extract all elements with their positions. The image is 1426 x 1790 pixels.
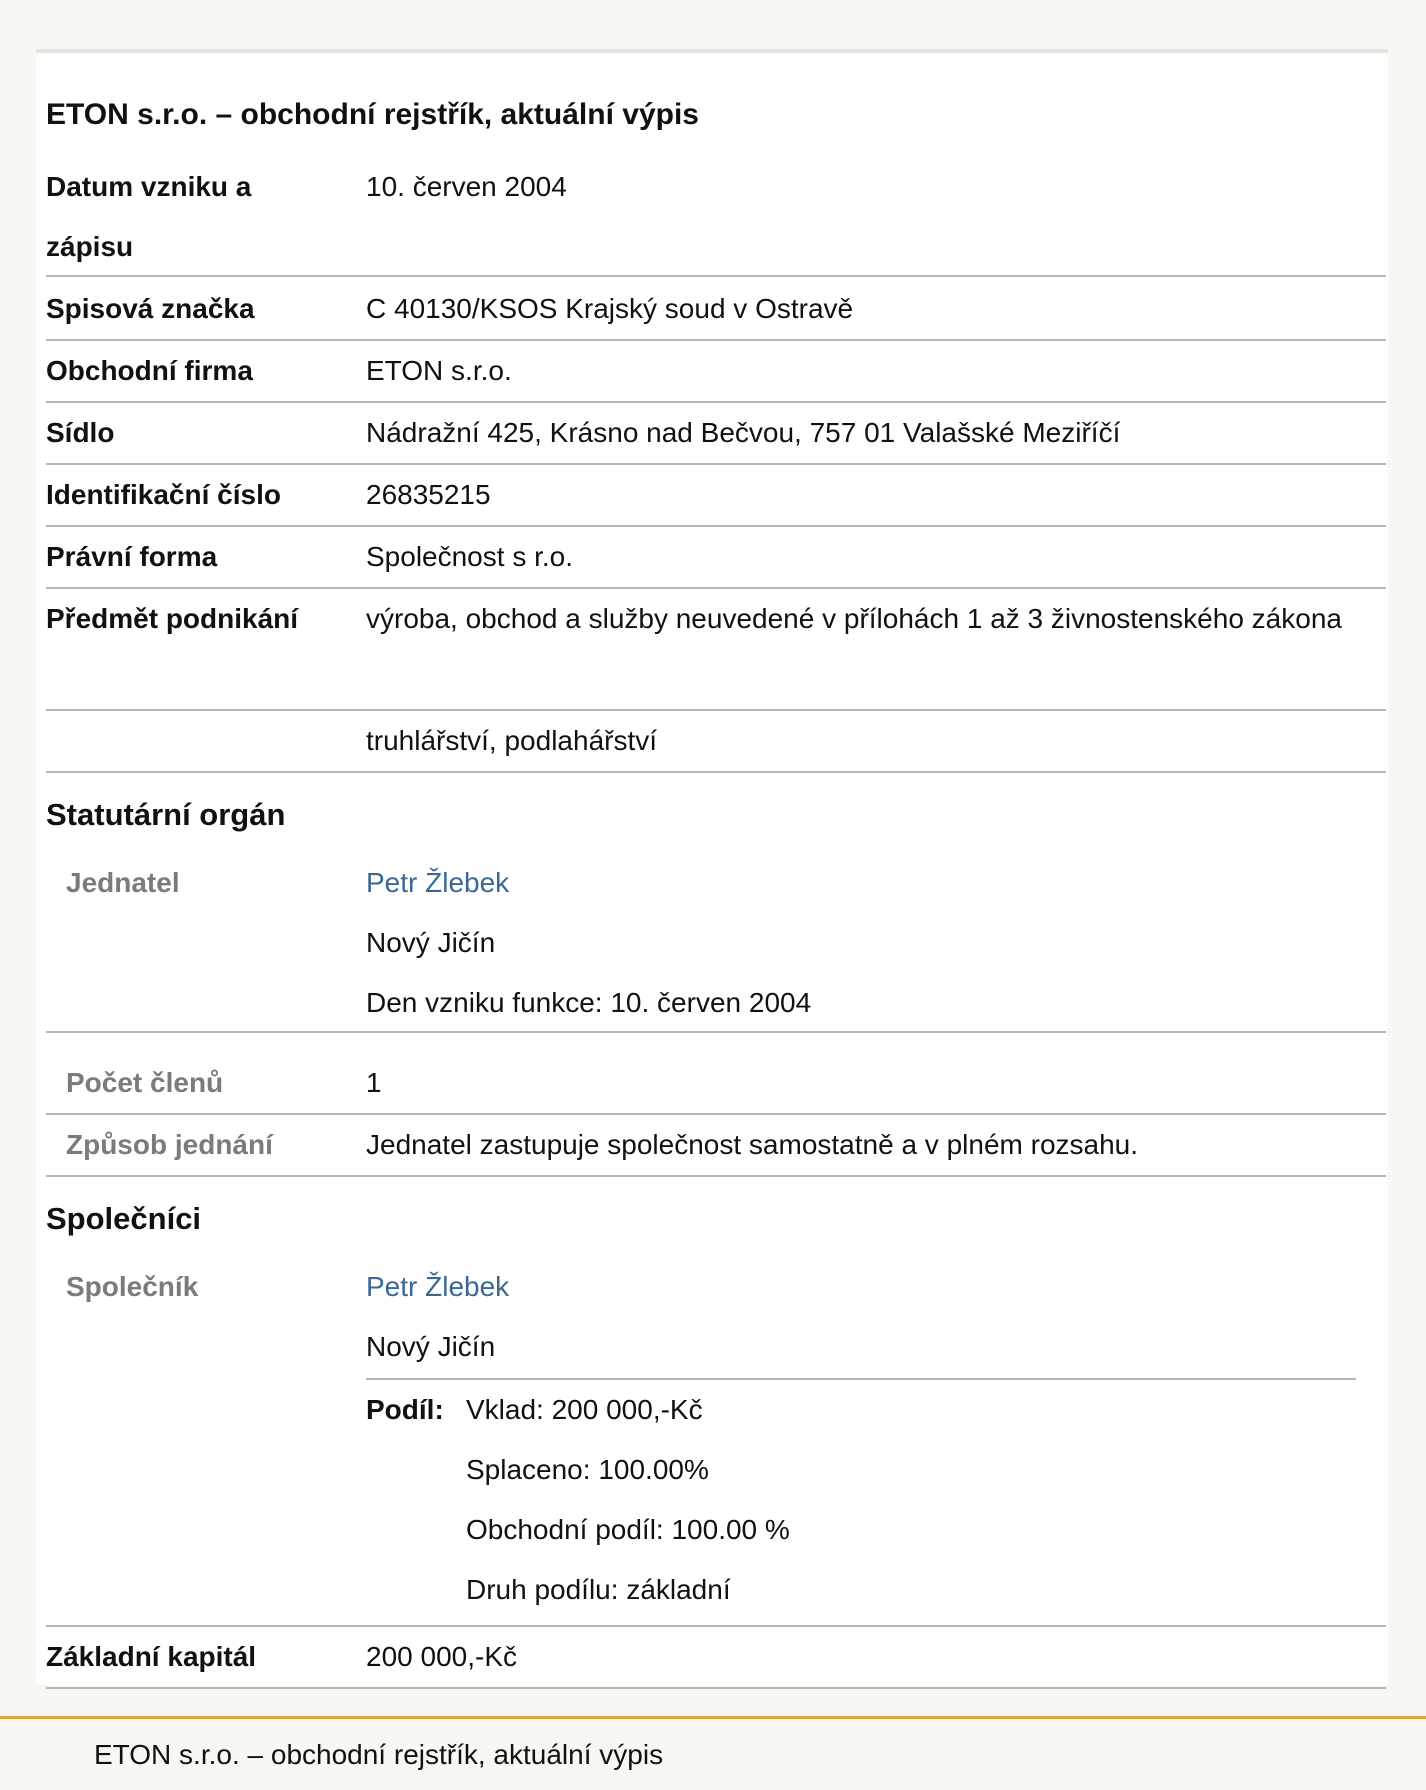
row-jednatel: [46, 853, 1386, 1033]
value-predmet-podnikani-2: truhlářství, podlahářství: [366, 725, 658, 756]
value-spolecnik: [366, 1257, 1366, 1377]
share-druh: Druh podílu: základní: [466, 1574, 731, 1605]
row-spolecnik: [46, 1257, 1386, 1627]
value-pocet-clenu: 1: [366, 1067, 382, 1098]
section-spolecnici: Společníci: [46, 1201, 202, 1236]
share-details: [466, 1380, 790, 1620]
label-jednatel: Jednatel: [66, 867, 180, 898]
row-predmet-podnikani: [46, 589, 1386, 711]
label-ico: Identifikační číslo: [46, 479, 281, 510]
share-label: Podíl:: [366, 1394, 444, 1425]
value-obchodni-firma: ETON s.r.o.: [366, 355, 512, 386]
label-zpusob-jednani: Způsob jednání: [66, 1129, 273, 1160]
jednatel-city: Nový Jičín: [366, 927, 496, 958]
label-zakladni-kapital: Základní kapitál: [46, 1641, 257, 1672]
row-sidlo: [46, 403, 1386, 465]
value-zpusob-jednani: Jednatel zastupuje společnost samostatně a v plném rozsahu.: [366, 1129, 1139, 1160]
row-pocet-clenu: [46, 1053, 1386, 1115]
row-obchodni-firma: [46, 341, 1386, 403]
value-predmet-podnikani: výroba, obchod a služby neuvedené v přílohách 1 až 3 živnostenského zákona: [366, 603, 1342, 634]
spolecnik-city: Nový Jičín: [366, 1331, 496, 1362]
row-datum-vzniku: [46, 157, 1386, 277]
label-spisova-znacka: Spisová značka: [46, 293, 255, 324]
share-obchodni-podil: Obchodní podíl: 100.00 %: [466, 1514, 790, 1545]
value-jednatel: [366, 853, 1366, 1033]
share-splaceno: Splaceno: 100.00%: [466, 1454, 709, 1485]
value-spisova-znacka: C 40130/KSOS Krajský soud v Ostravě: [366, 293, 854, 324]
value-pravni-forma: Společnost s r.o.: [366, 541, 574, 572]
spolecnik-name-link[interactable]: Petr Žlebek: [366, 1271, 510, 1302]
row-spisova-znacka: [46, 279, 1386, 341]
value-ico: 26835215: [366, 479, 491, 510]
section-statutarni-organ: Statutární orgán: [46, 797, 286, 832]
label-pocet-clenu: Počet členů: [66, 1067, 224, 1098]
row-ico: [46, 465, 1386, 527]
row-zakladni-kapital: [46, 1627, 1386, 1689]
value-sidlo: Nádražní 425, Krásno nad Bečvou, 757 01 Valašské Meziříčí: [366, 417, 1121, 448]
page-title: ETON s.r.o. – obchodní rejstřík, aktuální výpis: [46, 98, 699, 131]
label-sidlo: Sídlo: [46, 417, 115, 448]
label-predmet-podnikani: Předmět podnikání: [46, 603, 299, 634]
label-obchodni-firma: Obchodní firma: [46, 355, 253, 386]
footer: [0, 1716, 1426, 1790]
value-datum-vzniku: 10. červen 2004: [366, 171, 567, 202]
label-pravni-forma: Právní forma: [46, 541, 218, 572]
record-panel: [36, 49, 1388, 1685]
jednatel-since: Den vzniku funkce: 10. červen 2004: [366, 987, 812, 1018]
row-zpusob-jednani: [46, 1115, 1386, 1177]
label-spolecnik: Společník: [66, 1271, 199, 1302]
value-zakladni-kapital: 200 000,-Kč: [366, 1641, 517, 1672]
label-datum-vzniku: Datum vzniku a zápisu: [46, 171, 252, 262]
jednatel-name-link[interactable]: Petr Žlebek: [366, 867, 510, 898]
share-block: [366, 1378, 1356, 1626]
footer-text: ETON s.r.o. – obchodní rejstřík, aktuální výpis: [94, 1739, 664, 1770]
share-vklad: Vklad: 200 000,-Kč: [466, 1394, 703, 1425]
row-predmet-podnikani-2: [46, 711, 1386, 773]
row-pravni-forma: [46, 527, 1386, 589]
